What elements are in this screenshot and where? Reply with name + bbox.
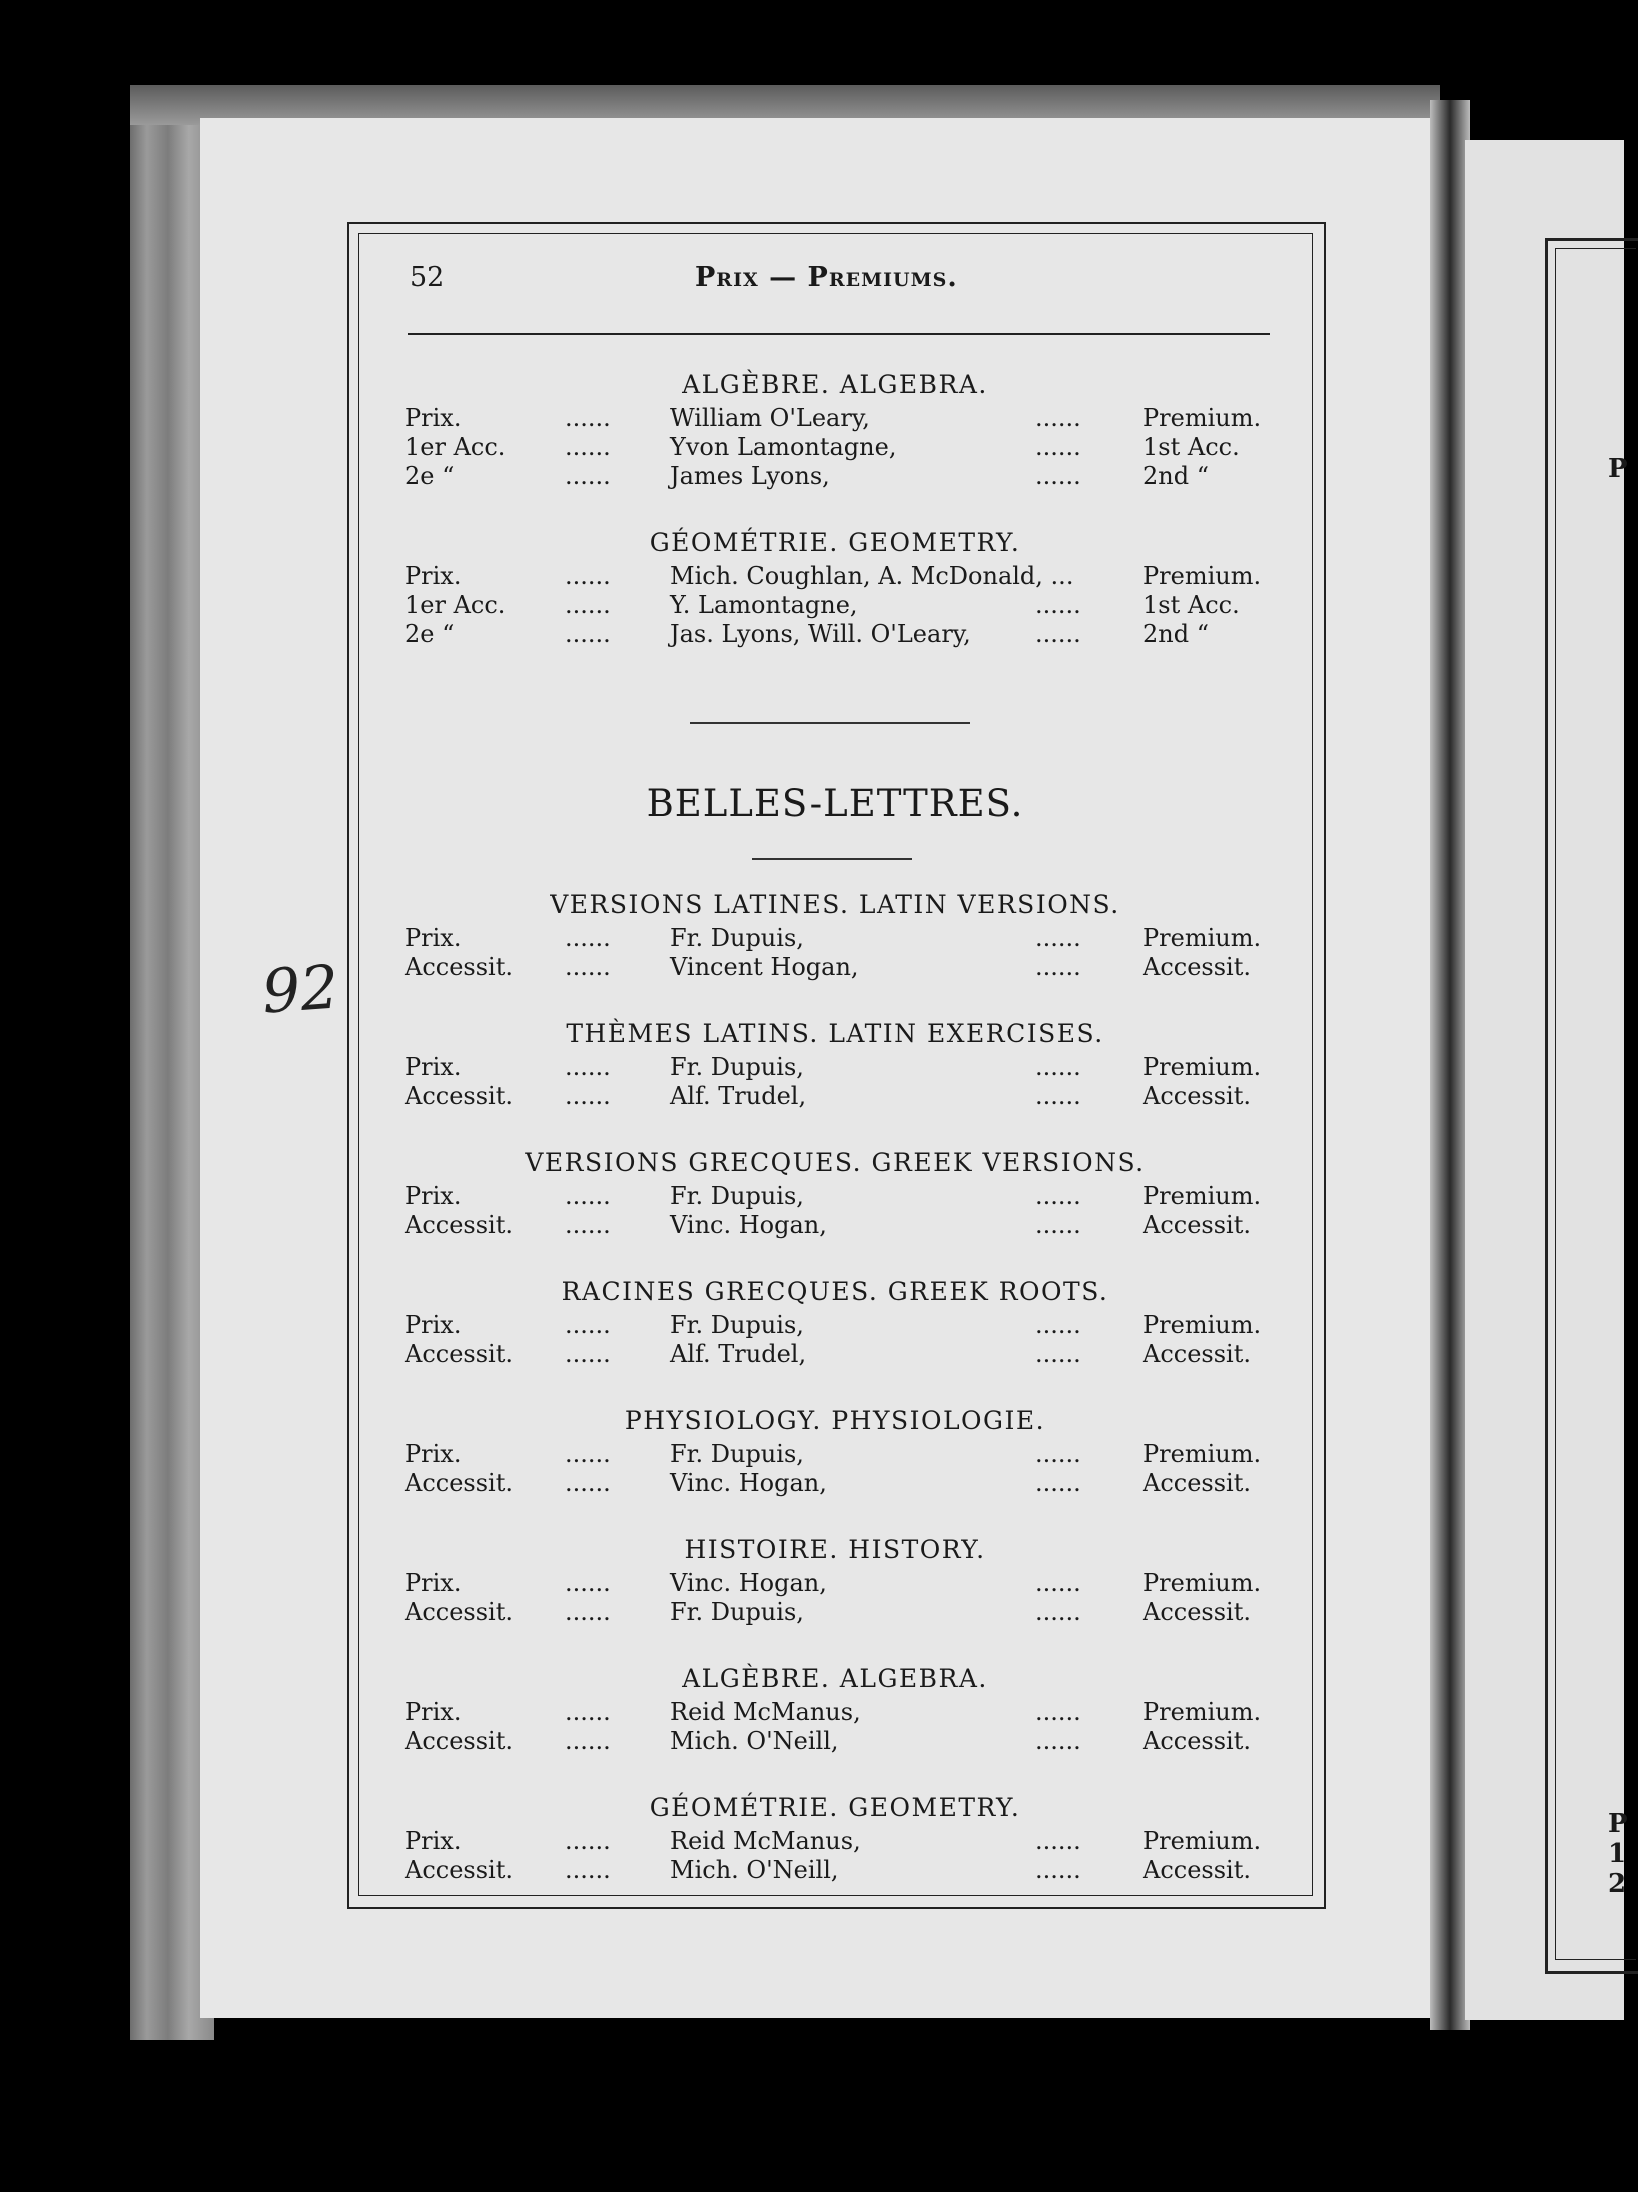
award-row <box>395 1598 1275 1627</box>
award-french: 2e “ <box>405 462 455 490</box>
recipient-name: Vinc. Hogan, <box>670 1469 827 1497</box>
award-row <box>395 953 1275 982</box>
recipient-name: Alf. Trudel, <box>670 1340 807 1368</box>
award-section <box>395 1015 1275 1111</box>
award-french: 1er Acc. <box>405 433 506 461</box>
leader-dots: ...... <box>1035 1598 1081 1626</box>
recipient-name: Mich. O'Neill, <box>670 1856 839 1884</box>
recipient-name: Fr. Dupuis, <box>670 924 804 952</box>
leader-dots: ...... <box>1035 1211 1081 1239</box>
leader-dots: ...... <box>565 1053 611 1081</box>
award-row <box>395 404 1275 433</box>
book-gutter <box>1430 100 1470 2030</box>
award-french: Prix. <box>405 1440 462 1468</box>
award-french: Accessit. <box>405 953 513 981</box>
recipient-name: Alf. Trudel, <box>670 1082 807 1110</box>
award-section <box>395 366 1275 491</box>
award-english: Premium. <box>1143 1311 1262 1339</box>
award-section <box>395 524 1275 649</box>
leader-dots: ...... <box>1035 620 1081 648</box>
section-title: VERSIONS LATINES. LATIN VERSIONS. <box>550 890 1120 919</box>
award-section <box>395 1144 1275 1240</box>
award-section <box>395 1273 1275 1369</box>
recipient-name: Fr. Dupuis, <box>670 1440 804 1468</box>
award-row <box>395 1340 1275 1369</box>
recipient-name: Yvon Lamontagne, <box>670 433 897 461</box>
award-english: Accessit. <box>1143 953 1251 981</box>
award-english: Accessit. <box>1143 1082 1251 1110</box>
recipient-name: Fr. Dupuis, <box>670 1053 804 1081</box>
leader-dots: ...... <box>1035 1182 1081 1210</box>
award-french: Prix. <box>405 404 462 432</box>
leader-dots: ...... <box>1035 1469 1081 1497</box>
award-english: Premium. <box>1143 1053 1262 1081</box>
leader-dots: ...... <box>565 562 611 590</box>
award-french: 2e “ <box>405 620 455 648</box>
award-french: Accessit. <box>405 1082 513 1110</box>
award-english: Premium. <box>1143 562 1262 590</box>
recipient-name: William O'Leary, <box>670 404 870 432</box>
recipient-name: Y. Lamontagne, <box>670 591 858 619</box>
leader-dots: ...... <box>1035 433 1081 461</box>
right-page-fragment: 2 <box>1608 1869 1627 1899</box>
section-title: ALGÈBRE. ALGEBRA. <box>682 1664 988 1693</box>
section-title: RACINES GRECQUES. GREEK ROOTS. <box>561 1277 1109 1306</box>
award-french: Prix. <box>405 1311 462 1339</box>
award-english: Premium. <box>1143 1440 1262 1468</box>
award-french: Prix. <box>405 1698 462 1726</box>
recipient-name: Fr. Dupuis, <box>670 1182 804 1210</box>
right-page-fragment: P <box>1608 454 1628 484</box>
award-english: Accessit. <box>1143 1211 1251 1239</box>
award-english: Accessit. <box>1143 1469 1251 1497</box>
award-english: Accessit. <box>1143 1340 1251 1368</box>
award-english: Accessit. <box>1143 1598 1251 1626</box>
leader-dots: ...... <box>1035 1569 1081 1597</box>
award-english: Premium. <box>1143 1698 1262 1726</box>
leader-dots: ...... <box>565 462 611 490</box>
handwritten-margin-note: 92 <box>259 952 341 1028</box>
page-header <box>410 262 1270 302</box>
award-row <box>395 1856 1275 1885</box>
leader-dots: ...... <box>1035 1440 1081 1468</box>
leader-dots: ...... <box>1035 404 1081 432</box>
right-page-fragment: 1 <box>1608 1839 1627 1869</box>
award-row <box>395 591 1275 620</box>
recipient-name: Vinc. Hogan, <box>670 1569 827 1597</box>
leader-dots: ...... <box>565 433 611 461</box>
section-title: HISTOIRE. HISTORY. <box>684 1535 986 1564</box>
leader-dots: ...... <box>1035 953 1081 981</box>
award-french: Accessit. <box>405 1856 513 1884</box>
award-row <box>395 1469 1275 1498</box>
award-row <box>395 462 1275 491</box>
award-english: Premium. <box>1143 1182 1262 1210</box>
leader-dots: ...... <box>565 1082 611 1110</box>
leader-dots: ...... <box>1035 1053 1081 1081</box>
award-french: Prix. <box>405 1053 462 1081</box>
recipient-name: Vincent Hogan, <box>670 953 859 981</box>
award-row <box>395 1698 1275 1727</box>
recipient-name: Fr. Dupuis, <box>670 1311 804 1339</box>
recipient-name: Jas. Lyons, Will. O'Leary, <box>670 620 971 648</box>
leader-dots: ...... <box>565 1469 611 1497</box>
award-english: Premium. <box>1143 1827 1262 1855</box>
leader-dots: ...... <box>565 1311 611 1339</box>
recipient-name: Reid McManus, <box>670 1698 861 1726</box>
award-row <box>395 620 1275 649</box>
recipient-name: James Lyons, <box>670 462 830 490</box>
leader-dots: ...... <box>565 1698 611 1726</box>
award-row <box>395 1569 1275 1598</box>
leader-dots: ...... <box>1035 1698 1081 1726</box>
leader-dots: ...... <box>565 1182 611 1210</box>
leader-dots: ...... <box>1035 1082 1081 1110</box>
leader-dots: ...... <box>565 404 611 432</box>
leader-dots: ...... <box>565 1569 611 1597</box>
leader-dots: ...... <box>1035 1856 1081 1884</box>
recipient-name: Mich. Coughlan, A. McDonald, ... <box>670 562 1074 590</box>
section-title: ALGÈBRE. ALGEBRA. <box>682 370 988 399</box>
leader-dots: ...... <box>565 1440 611 1468</box>
section-title: THÈMES LATINS. LATIN EXERCISES. <box>566 1019 1104 1048</box>
recipient-name: Fr. Dupuis, <box>670 1598 804 1626</box>
award-english: Accessit. <box>1143 1856 1251 1884</box>
leader-dots: ...... <box>1035 924 1081 952</box>
award-english: 1st Acc. <box>1143 433 1240 461</box>
award-row <box>395 433 1275 462</box>
right-page-fragment: P <box>1608 1809 1628 1839</box>
award-row <box>395 1440 1275 1469</box>
award-french: Accessit. <box>405 1727 513 1755</box>
award-section <box>395 1660 1275 1756</box>
award-french: Accessit. <box>405 1598 513 1626</box>
leader-dots: ...... <box>1035 1727 1081 1755</box>
award-english: Accessit. <box>1143 1727 1251 1755</box>
recipient-name: Mich. O'Neill, <box>670 1727 839 1755</box>
section-title: GÉOMÉTRIE. GEOMETRY. <box>649 528 1021 557</box>
award-row <box>395 924 1275 953</box>
award-english: Premium. <box>1143 1569 1262 1597</box>
title-underline <box>752 858 912 860</box>
award-french: Accessit. <box>405 1340 513 1368</box>
section-title: GÉOMÉTRIE. GEOMETRY. <box>649 1793 1021 1822</box>
leader-dots: ...... <box>1035 591 1081 619</box>
award-french: Prix. <box>405 1569 462 1597</box>
award-section <box>395 1789 1275 1885</box>
leader-dots: ...... <box>565 1827 611 1855</box>
award-row <box>395 1053 1275 1082</box>
leader-dots: ...... <box>565 591 611 619</box>
recipient-name: Reid McManus, <box>670 1827 861 1855</box>
page-number: 52 <box>410 262 445 293</box>
leader-dots: ...... <box>565 620 611 648</box>
right-page-frame-inner <box>1555 248 1636 1960</box>
award-french: Prix. <box>405 1182 462 1210</box>
award-french: 1er Acc. <box>405 591 506 619</box>
award-section <box>395 1402 1275 1498</box>
award-french: Accessit. <box>405 1211 513 1239</box>
award-row <box>395 1182 1275 1211</box>
award-row <box>395 1211 1275 1240</box>
leader-dots: ...... <box>565 1598 611 1626</box>
award-section <box>395 1531 1275 1627</box>
section-title: PHYSIOLOGY. PHYSIOLOGIE. <box>624 1406 1046 1435</box>
leader-dots: ...... <box>565 1211 611 1239</box>
award-french: Accessit. <box>405 1469 513 1497</box>
header-rule <box>408 333 1270 335</box>
leader-dots: ...... <box>1035 1827 1081 1855</box>
leader-dots: ...... <box>1035 1311 1081 1339</box>
award-english: Premium. <box>1143 924 1262 952</box>
award-french: Prix. <box>405 562 462 590</box>
award-french: Prix. <box>405 924 462 952</box>
award-english: Premium. <box>1143 404 1262 432</box>
leader-dots: ...... <box>1035 1340 1081 1368</box>
award-row <box>395 562 1275 591</box>
award-english: 2nd “ <box>1143 462 1209 490</box>
award-row <box>395 1727 1275 1756</box>
leader-dots: ...... <box>565 1340 611 1368</box>
award-row <box>395 1082 1275 1111</box>
award-row <box>395 1827 1275 1856</box>
award-english: 1st Acc. <box>1143 591 1240 619</box>
award-row <box>395 1311 1275 1340</box>
section-divider <box>690 722 970 724</box>
section-title: VERSIONS GRECQUES. GREEK VERSIONS. <box>525 1148 1145 1177</box>
leader-dots: ...... <box>565 924 611 952</box>
leader-dots: ...... <box>565 953 611 981</box>
running-title: Prix — Premiums. <box>695 262 958 293</box>
award-french: Prix. <box>405 1827 462 1855</box>
leader-dots: ...... <box>1035 462 1081 490</box>
leader-dots: ...... <box>565 1727 611 1755</box>
recipient-name: Vinc. Hogan, <box>670 1211 827 1239</box>
award-section <box>395 886 1275 982</box>
leader-dots: ...... <box>565 1856 611 1884</box>
belles-lettres-title: BELLES-LETTRES. <box>646 782 1024 825</box>
award-english: 2nd “ <box>1143 620 1209 648</box>
